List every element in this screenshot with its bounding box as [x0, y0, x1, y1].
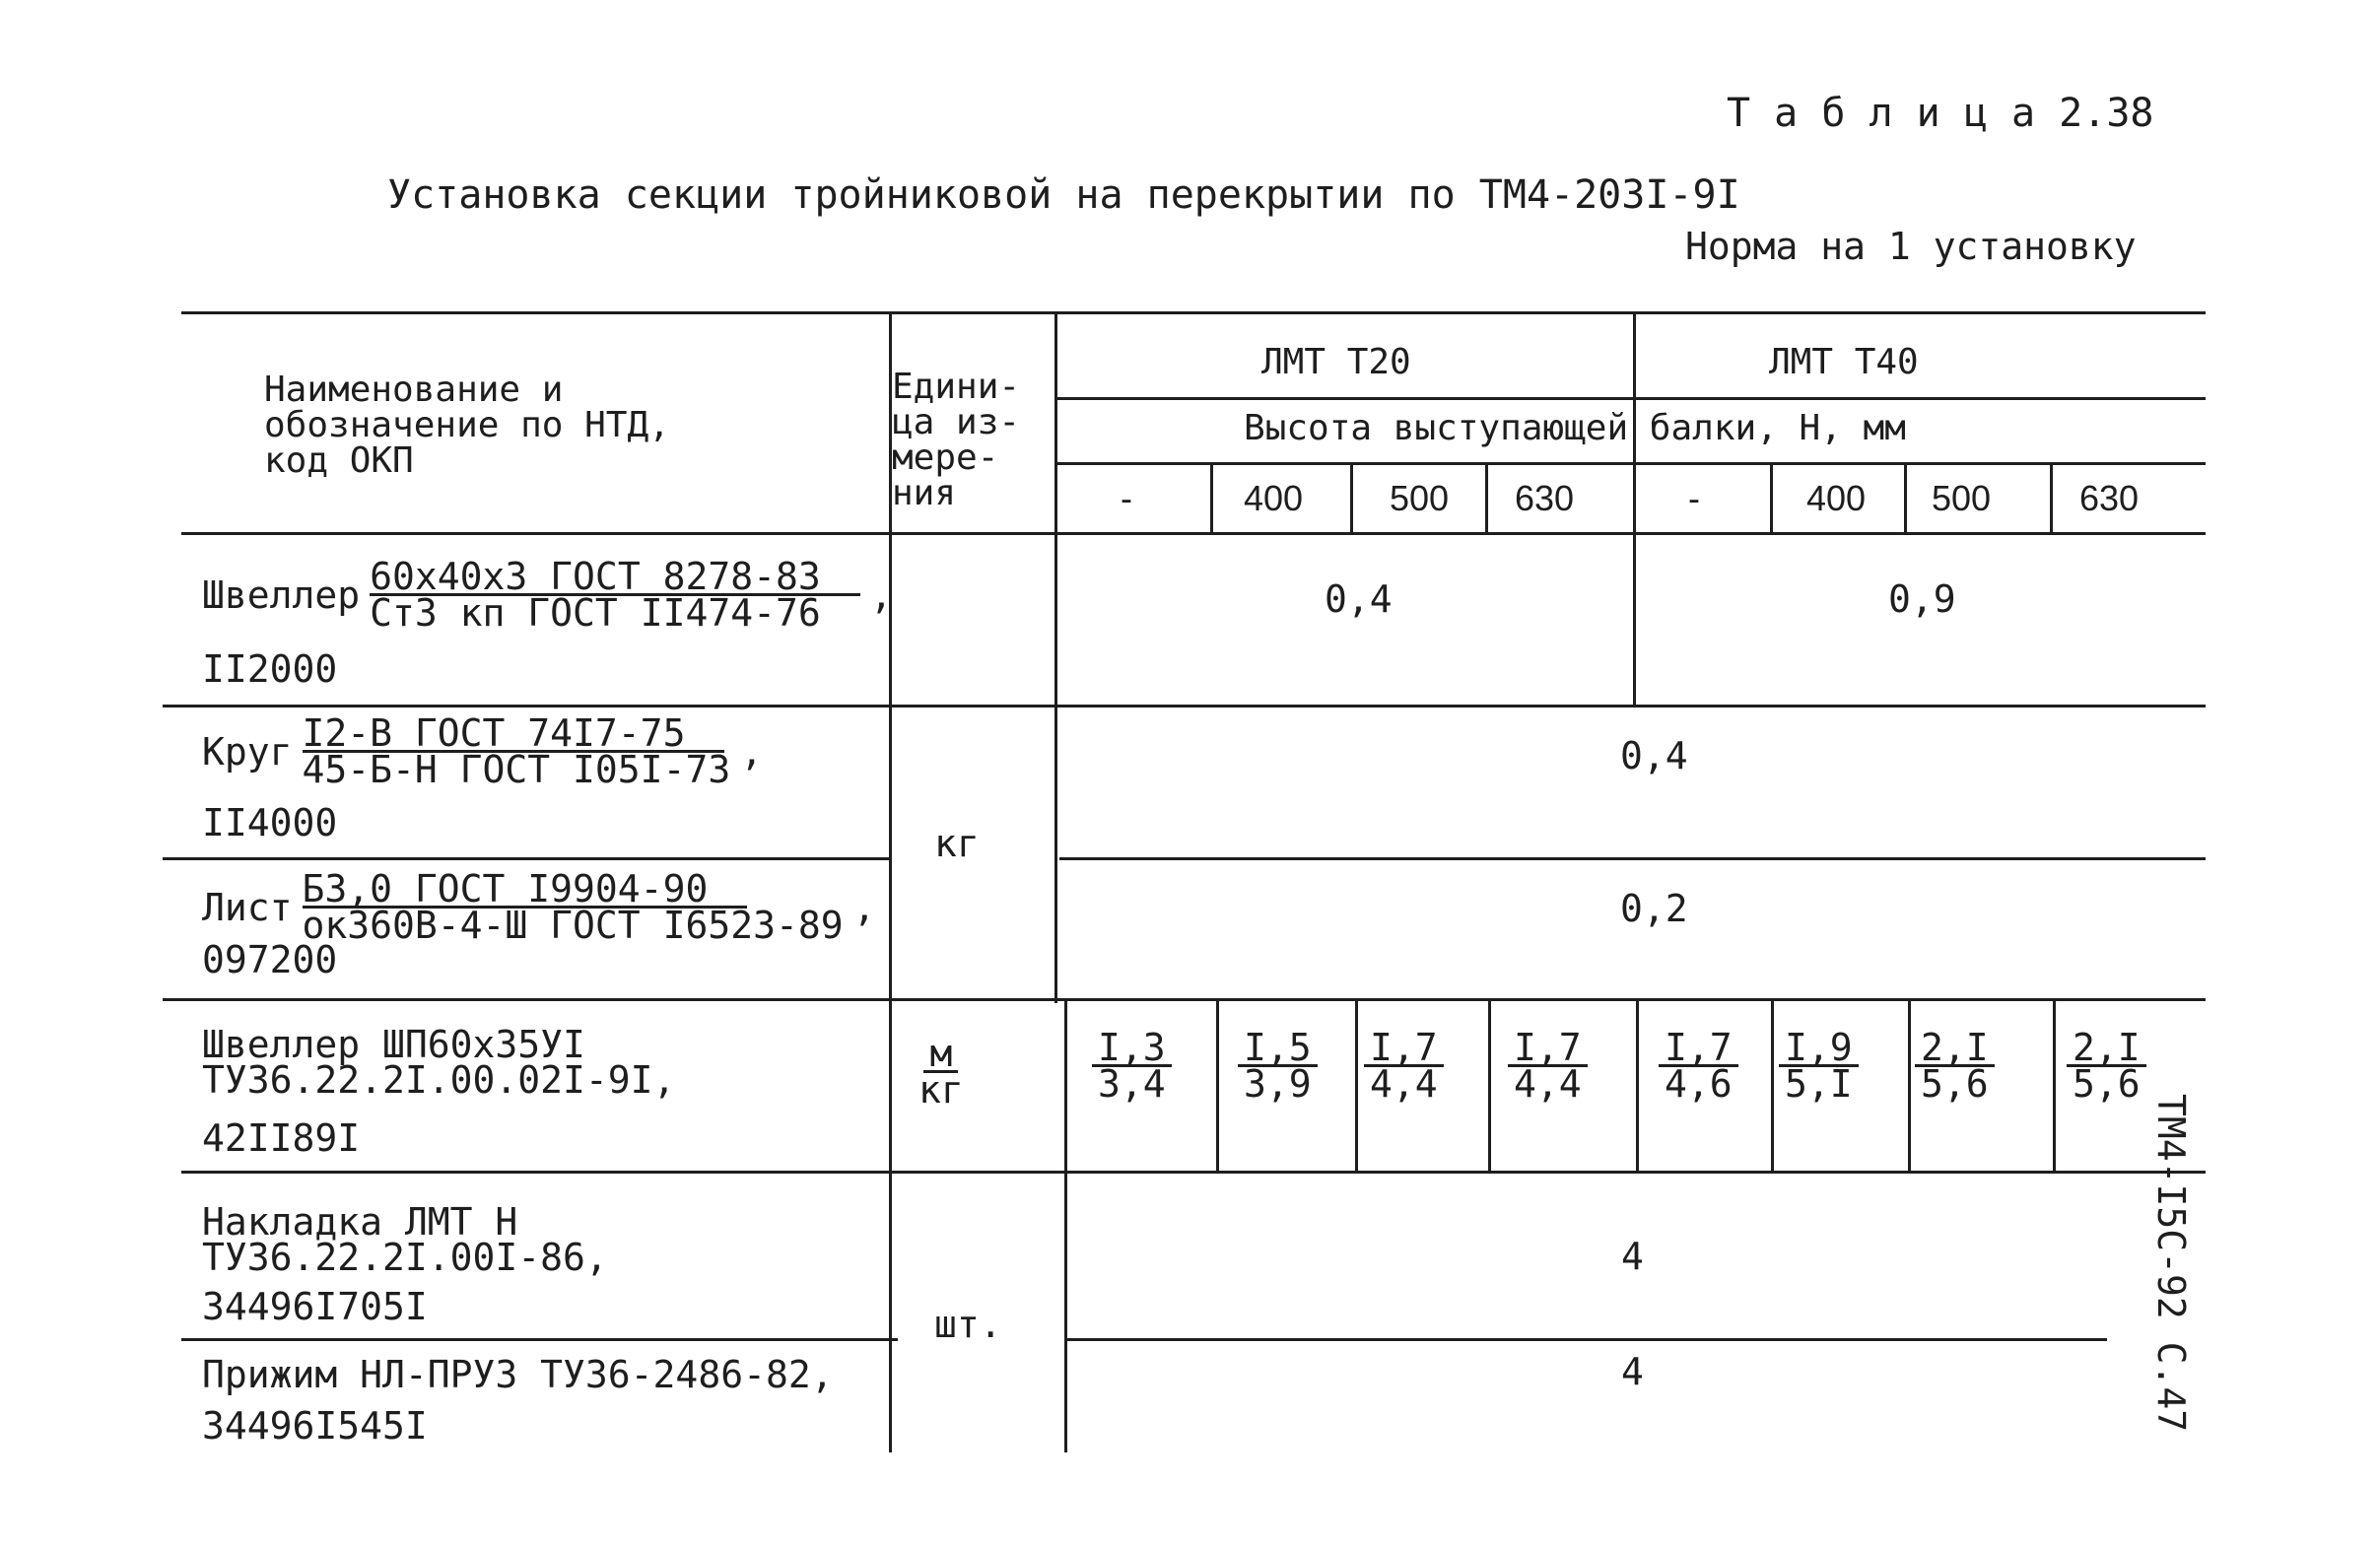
row4-frac-3: $\frac{I,7}{4,4}$: [1364, 1031, 1444, 1101]
col-header-unit: Едини- ца из- мере- ния: [892, 367, 1021, 513]
col-line-f1: [1216, 998, 1219, 1171]
norm-label: Норма на 1 установку: [1685, 225, 2137, 268]
row4-frac-4: $\frac{I,7}{4,4}$: [1508, 1031, 1588, 1101]
height-label: Высота выступающей балки, Н, мм: [1244, 408, 1906, 448]
row6-value: 4: [1621, 1350, 1644, 1393]
row1-code: II2000: [202, 647, 338, 691]
table-number: Т а б л и ц а 2.38: [1727, 91, 2154, 136]
margin-note: ТМ4-I5С-92 С.47: [2149, 1094, 2193, 1433]
row4-line: [181, 1171, 2206, 1174]
col-line-values: [1054, 311, 1057, 1003]
row4-frac-1: $\frac{I,3}{3,4}$: [1092, 1031, 1172, 1101]
col-line-f5: [1771, 998, 1774, 1171]
row3-value: 0,2: [1620, 887, 1688, 930]
row4-frac-8: $\frac{2,I}{5,6}$: [2067, 1031, 2146, 1101]
col-line-h6: [1904, 462, 1907, 532]
col-line-group-split: [1633, 311, 1636, 706]
group-header-t20: ЛМТ Т20: [1261, 342, 1411, 382]
height-t20-dash: -: [1121, 478, 1132, 518]
group-header-line: [1056, 397, 2206, 400]
row5-name: Накладка ЛМТ Н ТУ36.22.2I.00I-86,: [202, 1200, 608, 1279]
col-line-h1: [1210, 462, 1213, 532]
height-t40-500: 500: [1932, 478, 1992, 518]
group-header-t40: ЛМТ Т40: [1769, 342, 1919, 382]
height-t20-500: 500: [1390, 478, 1450, 518]
row4-frac-7: $\frac{2,I}{5,6}$: [1915, 1031, 1995, 1101]
row3-name: Лист $\frac{\text{Б3,0 ГОСТ I9904-90}}{\text{ок360В-4-Ш ГОСТ I6523-89}}$ ,: [202, 867, 876, 947]
col-line-f2: [1355, 998, 1358, 1171]
row6-name: Прижим НЛ-ПРУЗ ТУ36-2486-82,: [202, 1353, 834, 1396]
col-line-f3: [1488, 998, 1491, 1171]
row5-value: 4: [1621, 1235, 1644, 1278]
header-bottom-line: [181, 532, 2206, 535]
col-line-h5: [1770, 462, 1773, 532]
row3-code: 097200: [202, 938, 338, 981]
row4-frac-5: $\frac{I,7}{4,6}$: [1659, 1031, 1738, 1101]
row5-code: 34496I705I: [202, 1285, 428, 1328]
col-line-h3: [1485, 462, 1488, 532]
height-label-line: [1056, 462, 2206, 465]
height-t20-630: 630: [1515, 478, 1575, 518]
row4-unit: м кг: [918, 1032, 964, 1112]
col-line-f7: [2053, 998, 2056, 1171]
height-t20-400: 400: [1244, 478, 1304, 518]
row3-line: [163, 998, 2206, 1001]
row4-frac-2: $\frac{I,5}{3,9}$: [1238, 1031, 1318, 1101]
row4-frac-6: $\frac{I,9}{5,I}$: [1779, 1031, 1859, 1101]
col-line-f6: [1908, 998, 1911, 1171]
col-line-f4: [1636, 998, 1639, 1171]
row6-code: 34496I545I: [202, 1404, 428, 1448]
row1-name: Швеллер $\frac{\text{60х40х3 ГОСТ 8278-83}}{\text{Ст3 кп ГОСТ II474-76}}$ ,: [202, 555, 893, 635]
row2-value: 0,4: [1620, 734, 1688, 777]
row5-line-right: [1067, 1338, 2107, 1341]
row4-code: 42II89I: [202, 1116, 361, 1160]
table-top-border: [181, 311, 2206, 314]
row1-value-t20: 0,4: [1325, 577, 1393, 621]
unit-kg: кг: [934, 822, 980, 865]
row5-line-left: [181, 1338, 898, 1341]
height-t40-630: 630: [2079, 478, 2140, 518]
col-header-name: Наименование и обозначение по НТД, код ОКП: [264, 370, 670, 481]
col-line-h2: [1350, 462, 1353, 532]
row2-line-right: [1059, 857, 2206, 860]
col-line-h7: [2050, 462, 2053, 532]
row4-name: Швеллер ШП60х35УI ТУ36.22.2I.00.02I-9I,: [202, 1023, 676, 1102]
row1-value-t40: 0,9: [1888, 577, 1956, 621]
height-t40-dash: -: [1688, 478, 1700, 518]
row2-line-left: [163, 857, 892, 860]
row2-code: II4000: [202, 801, 338, 844]
height-t40-400: 400: [1806, 478, 1867, 518]
unit-pcs: шт.: [934, 1303, 1002, 1346]
row2-name: Круг $\frac{\text{I2-В ГОСТ 74I7-75}}{\text{45-Б-Н ГОСТ I05I-73}}$ ,: [202, 711, 764, 791]
row1-line: [163, 705, 2206, 708]
table-title: Установка секции тройниковой на перекрытии по ТМ4-203I-9I: [387, 172, 1740, 218]
col-line-values-lower: [1064, 998, 1067, 1452]
